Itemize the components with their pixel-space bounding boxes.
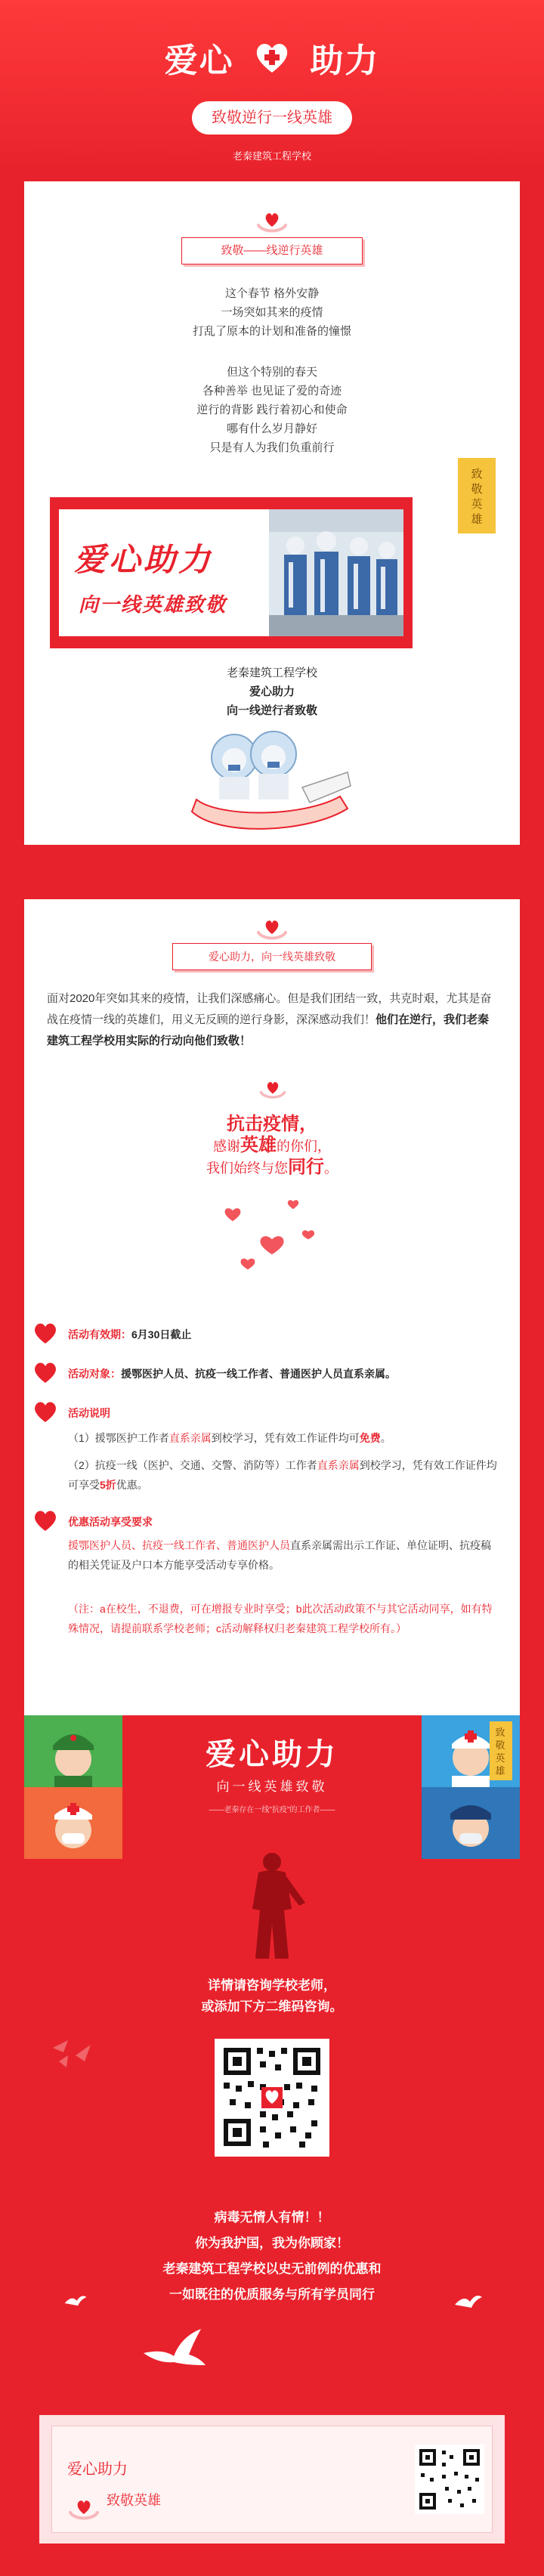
card1-title: 致敬——线逆行英雄 <box>181 237 363 264</box>
contact-line-1: 详情请咨询学校老师， <box>208 1978 336 1993</box>
text: （1）援鄂医护工作者 <box>68 1432 169 1444</box>
target-label: 活动对象： <box>68 1368 121 1380</box>
mosaic-subtitle: 向一线英雄致敬 <box>216 1780 328 1794</box>
text: 直系亲属需出示工作证、单位证明、抗疫稿的相关凭证及户口本方能享受活动专享价格。 <box>68 1539 491 1571</box>
text: 优惠。 <box>116 1479 148 1491</box>
fight-text: 。 <box>324 1161 338 1176</box>
signature <box>24 663 520 720</box>
card2-title: 爱心助力，向一线英雄致敬 <box>172 943 372 970</box>
footer-title: 爱心助力 <box>67 2461 128 2478</box>
footer-subtitle: 致敬英雄 <box>107 2493 161 2508</box>
highlight: 直系亲属 <box>317 1459 360 1471</box>
hands-holding-protected-people-illustration <box>189 727 355 837</box>
validity-label: 活动有效期： <box>68 1328 131 1341</box>
bird-icon <box>453 2290 484 2312</box>
requirements-label-text: 优惠活动享受要求 <box>68 1516 153 1528</box>
validity-line <box>68 1327 191 1342</box>
contact-text <box>0 1975 544 2018</box>
description-label <box>68 1406 110 1421</box>
heart-icon <box>33 1401 57 1424</box>
qr-code[interactable] <box>215 2039 329 2157</box>
poem-stanza-1 <box>24 284 520 341</box>
fight-line-2 <box>24 1135 520 1157</box>
activity-card <box>24 899 520 1814</box>
mosaic-tag: 致敬英雄 <box>495 1727 505 1777</box>
text: 到校学习，凭有效工作证件均可享受 <box>68 1459 497 1491</box>
brand-right: 助力 <box>310 42 380 80</box>
validity-value: 6月30日截止 <box>131 1328 192 1341</box>
poem-line: 打乱了原本的计划和准备的憧憬 <box>192 325 351 338</box>
slogan-line: 老秦建筑工程学校以史无前例的优惠和 <box>162 2262 382 2277</box>
tagline-pill: 致敬逆行一线英雄 <box>192 101 352 135</box>
slogan-line: 你为我护国，我为你顾家！ <box>195 2236 349 2251</box>
poem-line: 一场突如其来的疫情 <box>221 306 323 319</box>
brand-left: 爱心 <box>164 42 234 80</box>
fight-emph: 同行 <box>288 1157 324 1177</box>
activity-note: （注：a在校生，不退费，可在增报专业时享受；b此次活动政策不与其它活动同享，如有特殊情况，请提前联系学校老师；c活动解释权归老秦建筑工程学校所有。） <box>68 1603 493 1634</box>
bird-icon <box>62 2291 89 2309</box>
description-label-text: 活动说明 <box>68 1407 110 1419</box>
fight-line-1: 抗击疫情， <box>227 1114 317 1134</box>
hands-heart-icon <box>255 210 289 236</box>
brand-title <box>0 33 544 82</box>
banner-title: 爱心助力 <box>74 541 214 578</box>
banner-subtitle: 向一线英雄致敬 <box>79 593 227 616</box>
fight-slogan <box>24 1114 520 1179</box>
desc-item-2 <box>68 1455 499 1495</box>
target-line <box>68 1366 396 1381</box>
header <box>0 0 544 174</box>
intro-text: 面对2020年突如其来的疫情，让我们深感痛心。但是我们团结一致，共克时艰，尤其是奋战在疫情一线的英雄们，用义无反顾的逆行身影，深深感动我们！ <box>47 992 492 1026</box>
heart-icon <box>33 1362 57 1384</box>
intro-bold-text: 他们在逆行，我们老秦建筑工程学校用实际的行动向他们致敬！ <box>47 1013 490 1047</box>
heart-plus-icon <box>253 39 291 76</box>
poem-line: 只是有人为我们负重前行 <box>209 441 335 454</box>
heart-icon <box>33 1322 57 1345</box>
leaves-decoration <box>45 2025 106 2070</box>
requirements-label <box>68 1514 153 1529</box>
qr-code-image <box>415 2445 484 2514</box>
banner-inner <box>59 509 403 636</box>
school-name: 老秦建筑工程学校 <box>232 150 311 162</box>
highlight: 直系亲属 <box>168 1432 212 1444</box>
text: （2）抗疫一线（医护、交通、交警、消防等）工作者 <box>68 1459 317 1471</box>
slogan-line: 一如既往的优质服务与所有学员同行 <box>169 2287 375 2302</box>
side-tag <box>458 458 496 533</box>
footer-inner <box>51 2426 493 2533</box>
footer-card <box>39 2415 505 2544</box>
desc-item-1 <box>68 1428 499 1448</box>
text: 到校学习，凭有效工作证件均可 <box>211 1432 360 1444</box>
fight-text: 我们始终与您 <box>206 1161 288 1176</box>
sign-school: 老秦建筑工程学校 <box>226 666 317 679</box>
qr-code-image <box>215 2039 329 2157</box>
poem-line: 哪有什么岁月静好 <box>226 422 317 435</box>
hero-banner <box>50 497 413 648</box>
highlight: 免费 <box>359 1432 381 1444</box>
intro-paragraph <box>47 988 500 1052</box>
sign-line-2: 向一线逆行者致敬 <box>226 704 317 717</box>
mosaic-small: ——老秦存在一线"抗疫"的工作者—— <box>209 1806 335 1814</box>
mosaic-title: 爱心助力 <box>206 1738 338 1771</box>
fight-text: 感谢 <box>213 1139 240 1154</box>
tribute-card <box>24 181 520 845</box>
hands-heart-icon <box>255 917 289 943</box>
requirements-text <box>68 1535 499 1575</box>
poem-line: 这个春节 格外安静 <box>224 287 320 300</box>
fight-emph: 英雄 <box>240 1135 277 1155</box>
contact-line-2: 或添加下方二维码咨询。 <box>201 1999 343 2015</box>
medical-workers-illustration <box>269 509 403 636</box>
fight-text: 的你们， <box>277 1139 331 1154</box>
dove-icon <box>141 2326 209 2368</box>
highlight: 5折 <box>100 1479 116 1491</box>
sign-line-1: 爱心助力 <box>249 685 295 698</box>
hands-heart-icon <box>258 1078 287 1103</box>
hands-heart-icon <box>67 2497 100 2523</box>
hero-silhouette-illustration <box>236 1848 308 1962</box>
floating-hearts-decoration <box>202 1188 342 1286</box>
fight-line-3 <box>24 1157 520 1179</box>
poem-stanza-2 <box>24 363 520 457</box>
slogan-line: 病毒无情人有情！！ <box>214 2210 330 2225</box>
footer-qr-code[interactable] <box>415 2445 484 2514</box>
text: 。 <box>380 1432 391 1444</box>
poem-line: 各种善举 也见证了爱的奇迹 <box>202 385 342 397</box>
heart-icon <box>33 1510 57 1532</box>
side-tag-text: 致敬英雄 <box>471 468 483 526</box>
poem-line: 但这个特别的春天 <box>226 366 317 379</box>
highlight: 援鄂医护人员、抗疫一线工作者、普通医护人员 <box>68 1539 290 1551</box>
target-value: 援鄂医护人员、抗疫一线工作者、普通医护人员直系亲属。 <box>121 1368 396 1380</box>
poem-line: 逆行的背影 践行着初心和使命 <box>196 404 348 416</box>
